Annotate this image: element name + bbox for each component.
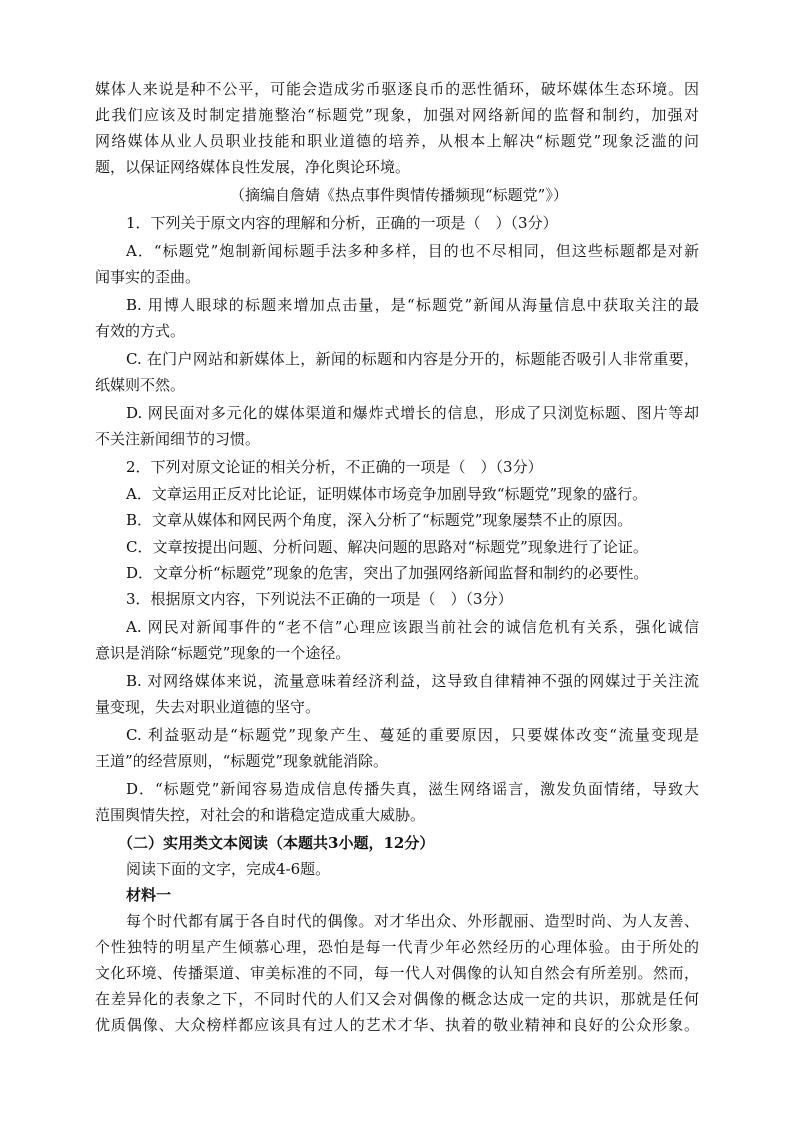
passage-line: 媒体人来说是种不公平，可能会造成劣币驱逐良币的恶性循环，破坏媒体生态环境。因 bbox=[95, 80, 699, 98]
q1-option-c: C. 在门户网站和新媒体上，新闻的标题和内容是分开的，标题能否吸引人非常重要， bbox=[126, 350, 699, 368]
passage-line: 此我们应该及时制定措施整治“标题党”现象，加强对网络新闻的监督和制约，加强对 bbox=[95, 106, 699, 124]
q3-option-d: D．“标题党”新闻容易造成信息传播失真，滋生网络谣言，激发负面情绪，导致大 bbox=[126, 780, 699, 798]
passage-line: 网络媒体从业人员职业技能和职业道德的培养，从根本上解决“标题党”现象泛滥的问 bbox=[95, 132, 699, 150]
q1-option-c-cont: 纸媒则不然。 bbox=[95, 376, 186, 394]
question-2-stem: 2．下列对原文论证的相关分析，不正确的一项是（ ）（3分） bbox=[126, 458, 543, 476]
q1-option-b-cont: 有效的方式。 bbox=[95, 322, 186, 340]
q1-option-b: B. 用博人眼球的标题来增加点击量，是“标题党”新闻从海量信息中获取关注的最 bbox=[126, 296, 699, 314]
q3-option-d-cont: 范围舆情失控，对社会的和谐稳定造成重大威胁。 bbox=[95, 806, 426, 824]
q1-option-d: D. 网民面对多元化的媒体渠道和爆炸式增长的信息，形成了只浏览标题、图片等却 bbox=[126, 404, 699, 422]
material-paragraph-line: 个性独特的明星产生倾慕心理，恐怕是每一代青少年必然经历的心理体验。由于所处的 bbox=[95, 938, 699, 956]
material-paragraph-line: 每个时代都有属于各自时代的偶像。对才华出众、外形靓丽、造型时尚、为人友善、 bbox=[126, 912, 699, 930]
q1-option-d-cont: 不关注新闻细节的习惯。 bbox=[95, 430, 261, 448]
material-paragraph-line: 在差异化的表象之下，不同时代的人们又会对偶像的概念达成一定的共识，那就是任何 bbox=[95, 990, 699, 1008]
q2-option-b: B．文章从媒体和网民两个角度，深入分析了“标题党”现象屡禁不止的原因。 bbox=[126, 511, 633, 529]
q2-option-a: A．文章运用正反对比论证，证明媒体市场竞争加剧导致“标题党”现象的盛行。 bbox=[126, 485, 648, 503]
q2-option-c: C．文章按提出问题、分析问题、解决问题的思路对“标题党”现象进行了论证。 bbox=[126, 538, 648, 556]
passage-line: 题，以保证网络媒体良性发展，净化舆论环境。 bbox=[95, 158, 411, 176]
section-heading: （二）实用类文本阅读（本题共3小题，12分） bbox=[118, 834, 435, 852]
q2-option-d: D．文章分析“标题党”现象的危害，突出了加强网络新闻监督和制约的必要性。 bbox=[126, 564, 649, 582]
q3-option-b: B. 对网络媒体来说，流量意味着经济利益，这导致自律精神不强的网媒过于关注流 bbox=[126, 672, 699, 690]
question-3-stem: 3．根据原文内容，下列说法不正确的一项是（ ）（3分） bbox=[126, 590, 513, 608]
section-instruction: 阅读下面的文字，完成4-6题。 bbox=[126, 860, 331, 878]
q3-option-b-cont: 量变现，失去对职业道德的坚守。 bbox=[95, 698, 321, 716]
q3-option-a: A. 网民对新闻事件的“老不信”心理应该跟当前社会的诚信危机有关系，强化诚信 bbox=[126, 618, 699, 636]
source-citation: （摘编自詹婧《热点事件舆情传播频现“标题党”》） bbox=[230, 186, 568, 204]
material-label: 材料一 bbox=[126, 886, 172, 904]
q3-option-c-cont: 王道”的经营原则，“标题党”现象就能消除。 bbox=[95, 752, 389, 770]
q1-option-a: A．“标题党”炮制新闻标题手法多种多样，目的也不尽相同，但这些标题都是对新 bbox=[126, 242, 699, 260]
material-paragraph-line: 优质偶像、大众榜样都应该具有过人的艺术才华、执着的敬业精神和良好的公众形象。 bbox=[95, 1016, 699, 1034]
q1-option-a-cont: 闻事实的歪曲。 bbox=[95, 268, 201, 286]
q3-option-c: C. 利益驱动是“标题党”现象产生、蔓延的重要原因，只要媒体改变“流量变现是 bbox=[126, 726, 699, 744]
q3-option-a-cont: 意识是消除“标题党”现象的一个途径。 bbox=[95, 644, 351, 662]
material-paragraph-line: 文化环境、传播渠道、审美标准的不同，每一代人对偶像的认知自然会有所差别。然而， bbox=[95, 964, 699, 982]
question-1-stem: 1．下列关于原文内容的理解和分析，正确的一项是（ ）（3分） bbox=[126, 214, 558, 232]
